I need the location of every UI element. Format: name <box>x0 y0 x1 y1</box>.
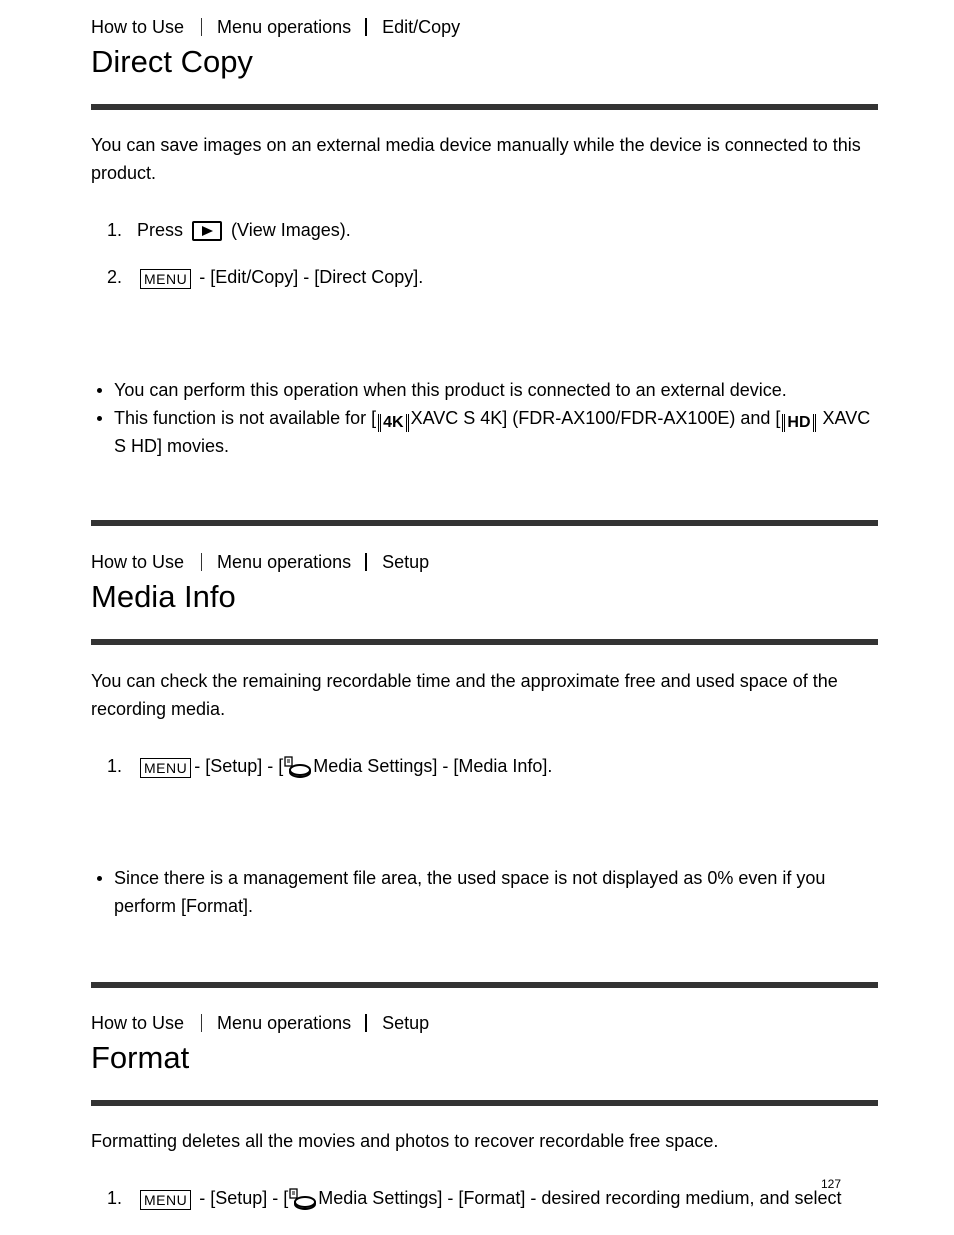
menu-key-icon: MENU <box>140 269 191 289</box>
page-title: Format <box>91 1040 190 1075</box>
breadcrumb <box>91 1012 429 1034</box>
section-divider <box>91 982 878 988</box>
page-number: 127 <box>821 1177 842 1191</box>
list-item: Since there is a management file area, the used space is not displayed as 0% even if you perform [Format]. <box>91 864 878 920</box>
title-divider <box>91 104 878 110</box>
menu-key-icon: MENU <box>140 1190 191 1210</box>
menu-key-icon: MENU <box>140 758 191 778</box>
step-1: 1. MENU - [Setup] - [ Media Settings] - [Media Info]. <box>107 756 553 776</box>
view-images-icon <box>192 221 222 241</box>
title-divider <box>91 639 878 645</box>
page-title: Direct Copy <box>91 44 253 79</box>
intro-text: You can check the remaining recordable time and the approximate free and used space of the recording media. <box>91 671 838 719</box>
breadcrumb-link-menu-operations[interactable]: Menu operations <box>217 17 352 37</box>
step-1: 1. MENU - [Setup] - [ Media Settings] - [Format] - desired recording medium, and select <box>107 1188 842 1208</box>
breadcrumb <box>91 551 429 573</box>
page-title: Media Info <box>91 579 236 614</box>
list-item: This function is not available for [ 4K XAVC S 4K] (FDR-AX100/FDR-AX100E) and [ HD XAVC S HD] movies. <box>91 404 878 460</box>
breadcrumb-link-how-to-use[interactable]: How to Use <box>91 17 185 37</box>
step-2: 2. MENU - [Edit/Copy] - [Direct Copy]. <box>107 267 424 287</box>
title-divider <box>91 1100 878 1106</box>
breadcrumb-link-edit-copy[interactable]: Edit/Copy <box>382 17 461 37</box>
notes-list <box>91 864 878 920</box>
hd-format-icon: HD <box>782 414 815 432</box>
breadcrumb-link-how-to-use[interactable]: How to Use <box>91 1013 185 1033</box>
intro-text: Formatting deletes all the movies and photos to recover recordable free space. <box>91 1131 719 1151</box>
breadcrumb <box>91 16 460 38</box>
breadcrumb-link-setup[interactable]: Setup <box>382 552 430 572</box>
section-divider <box>91 520 878 526</box>
breadcrumb-link-setup[interactable]: Setup <box>382 1013 430 1033</box>
media-settings-icon <box>284 756 312 778</box>
step-1: 1. Press (View Images). <box>107 220 351 240</box>
breadcrumb-link-menu-operations[interactable]: Menu operations <box>217 1013 352 1033</box>
4k-format-icon: 4K <box>378 414 408 432</box>
intro-text: You can save images on an external media device manually while the device is connected to this product. <box>91 135 861 183</box>
media-settings-icon <box>289 1188 317 1210</box>
notes-list <box>91 376 878 460</box>
breadcrumb-link-how-to-use[interactable]: How to Use <box>91 552 185 572</box>
list-item: You can perform this operation when this product is connected to an external device. <box>91 376 878 404</box>
breadcrumb-link-menu-operations[interactable]: Menu operations <box>217 552 352 572</box>
